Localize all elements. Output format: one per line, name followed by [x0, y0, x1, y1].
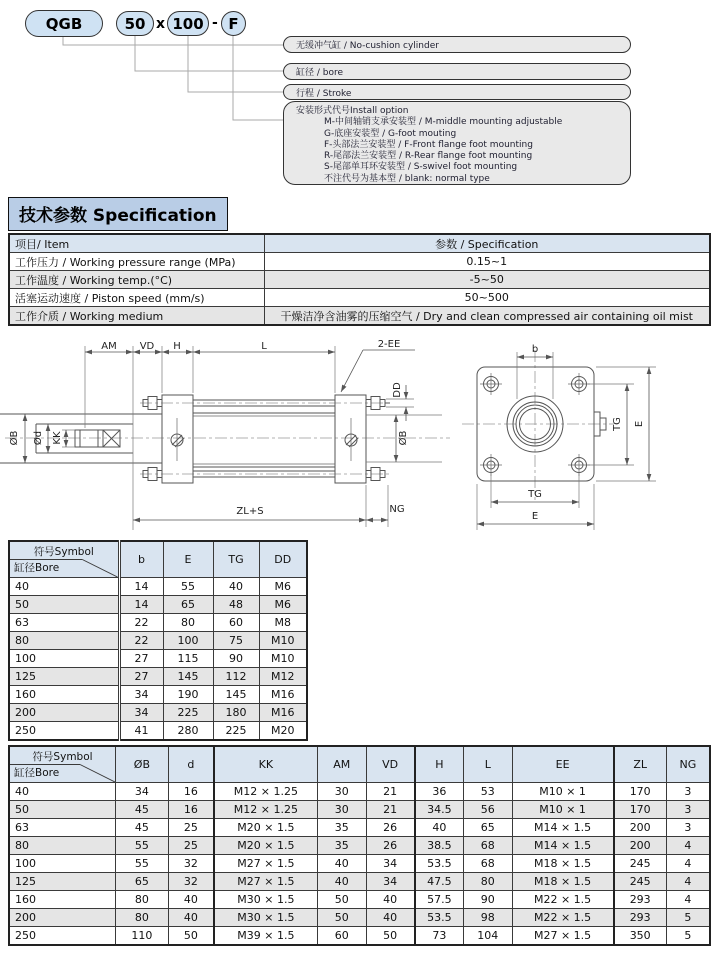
dim-label-tg-bottom: TG — [528, 489, 542, 500]
table-row — [9, 855, 710, 873]
value-cell: -5~50 — [264, 271, 710, 289]
value-cell: 80 — [116, 891, 169, 909]
value-cell: M16 — [259, 704, 307, 722]
value-cell: 75 — [213, 632, 259, 650]
value-cell: 90 — [213, 650, 259, 668]
dim-label-am: AM — [101, 341, 117, 352]
value-cell: M12 — [259, 668, 307, 686]
value-cell: M14 × 1.5 — [512, 837, 613, 855]
table-row — [9, 307, 710, 326]
value-cell: 65 — [463, 819, 512, 837]
value-cell: 115 — [163, 650, 213, 668]
corner-header-cell — [9, 541, 119, 578]
value-cell: M14 × 1.5 — [512, 819, 613, 837]
value-cell: 48 — [213, 596, 259, 614]
value-cell: 200 — [614, 819, 667, 837]
bore-cell: 100 — [9, 650, 119, 668]
value-cell: M6 — [259, 596, 307, 614]
value-cell: 110 — [116, 927, 169, 946]
bore-cell: 125 — [9, 668, 119, 686]
value-cell: 90 — [463, 891, 512, 909]
value-cell: 14 — [119, 596, 163, 614]
dash-separator: - — [212, 15, 218, 31]
main-dimension-table — [8, 745, 711, 946]
value-cell: 3 — [666, 819, 710, 837]
value-cell: 45 — [116, 819, 169, 837]
column-header: d — [168, 746, 214, 783]
value-cell: 4 — [666, 837, 710, 855]
value-cell: M30 × 1.5 — [214, 909, 317, 927]
table-row — [9, 873, 710, 891]
bore-cell: 40 — [9, 783, 116, 801]
value-cell: 68 — [463, 837, 512, 855]
value-cell: M22 × 1.5 — [512, 891, 613, 909]
bore-cell: 80 — [9, 837, 116, 855]
column-header: L — [463, 746, 512, 783]
bore-cell: 250 — [9, 722, 119, 741]
bore-cell: 40 — [9, 578, 119, 596]
table-row — [9, 783, 710, 801]
install-option: M-中间轴销支承安装型 / M-middle mounting adjustable — [324, 117, 563, 128]
model-option-pill: F — [221, 11, 246, 36]
value-cell: 25 — [168, 837, 214, 855]
table-row — [9, 668, 307, 686]
value-cell: 21 — [366, 783, 415, 801]
flange-dimension-table — [8, 540, 308, 741]
value-cell: 32 — [168, 873, 214, 891]
column-header: NG — [666, 746, 710, 783]
value-cell: 73 — [415, 927, 464, 946]
value-cell: M27 × 1.5 — [214, 873, 317, 891]
value-cell: 21 — [366, 801, 415, 819]
value-cell: M20 × 1.5 — [214, 819, 317, 837]
value-cell: 293 — [614, 891, 667, 909]
dim-label-ob-left: ØB — [9, 430, 20, 446]
dim-label-h: H — [173, 341, 181, 352]
install-option: G-底座安装型 / G-foot mouting — [324, 128, 457, 139]
bore-cell: 100 — [9, 855, 116, 873]
install-option: 不注代号为基本型 / blank: normal type — [324, 173, 490, 184]
table-row — [9, 722, 307, 741]
table-row — [9, 614, 307, 632]
value-cell: 22 — [119, 632, 163, 650]
spec-item-header: 项目/ Item — [9, 234, 264, 253]
value-cell: 16 — [168, 783, 214, 801]
value-cell: 26 — [366, 837, 415, 855]
value-cell: 4 — [666, 891, 710, 909]
value-cell: M10 — [259, 650, 307, 668]
bore-cell: 63 — [9, 614, 119, 632]
spec-item-cell: 工作介质 / Working medium — [9, 307, 264, 326]
table-row — [9, 632, 307, 650]
dim-label-e-right: E — [634, 420, 645, 428]
value-cell: 245 — [614, 873, 667, 891]
value-cell: 100 — [163, 632, 213, 650]
table-row — [9, 891, 710, 909]
value-cell: 4 — [666, 855, 710, 873]
value-cell: 45 — [116, 801, 169, 819]
dim-label-od: Ød — [33, 430, 44, 446]
dim-label-l: L — [261, 341, 267, 352]
column-header: ZL — [614, 746, 667, 783]
value-cell: 145 — [163, 668, 213, 686]
value-cell: 280 — [163, 722, 213, 741]
table-row — [9, 927, 710, 946]
value-cell: 30 — [317, 801, 366, 819]
table-row — [9, 801, 710, 819]
value-cell: 25 — [168, 819, 214, 837]
value-cell: M18 × 1.5 — [512, 873, 613, 891]
value-cell: 0.15~1 — [264, 253, 710, 271]
table-row — [9, 578, 307, 596]
value-cell: 22 — [119, 614, 163, 632]
table-row — [9, 271, 710, 289]
spec-item-cell: 活塞运动速度 / Piston speed (mm/s) — [9, 289, 264, 307]
value-cell: M30 × 1.5 — [214, 891, 317, 909]
value-cell: 40 — [366, 891, 415, 909]
value-cell: 4 — [666, 873, 710, 891]
value-cell: 26 — [366, 819, 415, 837]
install-option: F-头部法兰安装型 / F-Front flange foot mounting — [324, 139, 533, 150]
value-cell: M20 — [259, 722, 307, 741]
value-cell: M18 × 1.5 — [512, 855, 613, 873]
value-cell: 170 — [614, 783, 667, 801]
value-cell: 34 — [366, 873, 415, 891]
page-title: 技术参数 Specification — [8, 197, 228, 231]
value-cell: 3 — [666, 801, 710, 819]
value-cell: 180 — [213, 704, 259, 722]
table-header-row — [9, 234, 710, 253]
times-separator: x — [156, 16, 166, 32]
value-cell: M12 × 1.25 — [214, 783, 317, 801]
value-cell: 35 — [317, 819, 366, 837]
value-cell: 53 — [463, 783, 512, 801]
corner-header-cell — [9, 746, 116, 783]
value-cell: 30 — [317, 783, 366, 801]
table-row — [9, 596, 307, 614]
callout-no-cushion: 无缓冲气缸 / No-cushion cylinder — [283, 36, 631, 53]
value-cell: 27 — [119, 668, 163, 686]
dim-label-kk: KK — [52, 431, 63, 445]
value-cell: M39 × 1.5 — [214, 927, 317, 946]
value-cell: 50 — [317, 909, 366, 927]
callout-bore: 缸径 / bore — [283, 63, 631, 80]
dim-label-ng: NG — [389, 504, 405, 515]
value-cell: 34 — [116, 783, 169, 801]
bore-cell: 200 — [9, 704, 119, 722]
table-row — [9, 819, 710, 837]
value-cell: 34.5 — [415, 801, 464, 819]
value-cell: M10 — [259, 632, 307, 650]
bore-cell: 50 — [9, 801, 116, 819]
column-header: E — [163, 541, 213, 578]
corner-bore-label: 缸径Bore — [14, 562, 60, 574]
value-cell: 27 — [119, 650, 163, 668]
value-cell: 40 — [213, 578, 259, 596]
table-header-row — [9, 746, 710, 783]
column-header: TG — [213, 541, 259, 578]
callout-stroke: 行程 / Stroke — [283, 84, 631, 100]
table-row — [9, 289, 710, 307]
dim-label-b: b — [531, 344, 539, 355]
column-header: ØB — [116, 746, 169, 783]
value-cell: 40 — [317, 855, 366, 873]
value-cell: M12 × 1.25 — [214, 801, 317, 819]
value-cell: 60 — [317, 927, 366, 946]
value-cell: 170 — [614, 801, 667, 819]
value-cell: 40 — [366, 909, 415, 927]
table-row — [9, 686, 307, 704]
bore-cell: 250 — [9, 927, 116, 946]
value-cell: 104 — [463, 927, 512, 946]
value-cell: M10 × 1 — [512, 783, 613, 801]
dim-label-tg-right: TG — [612, 417, 623, 431]
bore-cell: 63 — [9, 819, 116, 837]
value-cell: M22 × 1.5 — [512, 909, 613, 927]
table-row — [9, 704, 307, 722]
value-cell: 80 — [463, 873, 512, 891]
value-cell: M8 — [259, 614, 307, 632]
column-header: EE — [512, 746, 613, 783]
value-cell: 245 — [614, 855, 667, 873]
value-cell: 50~500 — [264, 289, 710, 307]
model-series-pill: QGB — [25, 10, 103, 37]
dim-label-e-bottom: E — [531, 511, 539, 522]
table-row — [9, 837, 710, 855]
value-cell: 34 — [119, 704, 163, 722]
callout-install-options — [283, 101, 631, 185]
value-cell: 3 — [666, 783, 710, 801]
value-cell: 40 — [168, 891, 214, 909]
value-cell: 55 — [116, 855, 169, 873]
corner-symbol-label: 符号Symbol — [33, 546, 94, 558]
value-cell: 34 — [366, 855, 415, 873]
value-cell: 65 — [163, 596, 213, 614]
value-cell: 41 — [119, 722, 163, 741]
value-cell: M6 — [259, 578, 307, 596]
install-options-title: 安装形式代号Install option — [296, 106, 409, 116]
value-cell: 190 — [163, 686, 213, 704]
model-stroke-pill: 100 — [167, 11, 209, 36]
value-cell: 225 — [163, 704, 213, 722]
column-header: DD — [259, 541, 307, 578]
value-cell: 50 — [168, 927, 214, 946]
dim-label-dd: DD — [392, 382, 403, 398]
install-option: R-尾部法兰安装型 / R-Rear flange foot mounting — [324, 151, 533, 162]
value-cell: 47.5 — [415, 873, 464, 891]
spec-value-header: 参数 / Specification — [264, 234, 710, 253]
value-cell: 50 — [317, 891, 366, 909]
value-cell: 36 — [415, 783, 464, 801]
bore-cell: 160 — [9, 891, 116, 909]
value-cell: 34 — [119, 686, 163, 704]
value-cell: 225 — [213, 722, 259, 741]
value-cell: 53.5 — [415, 855, 464, 873]
column-header: VD — [366, 746, 415, 783]
value-cell: 57.5 — [415, 891, 464, 909]
model-bore-pill: 50 — [116, 11, 154, 36]
value-cell: 200 — [614, 837, 667, 855]
value-cell: M16 — [259, 686, 307, 704]
technical-drawing — [0, 335, 719, 535]
value-cell: M20 × 1.5 — [214, 837, 317, 855]
value-cell: 80 — [116, 909, 169, 927]
value-cell: 68 — [463, 855, 512, 873]
bore-cell: 200 — [9, 909, 116, 927]
value-cell: 32 — [168, 855, 214, 873]
value-cell: 40 — [168, 909, 214, 927]
value-cell: M10 × 1 — [512, 801, 613, 819]
value-cell: 40 — [415, 819, 464, 837]
bore-cell: 125 — [9, 873, 116, 891]
column-header: H — [415, 746, 464, 783]
bore-cell: 50 — [9, 596, 119, 614]
value-cell: M27 × 1.5 — [214, 855, 317, 873]
value-cell: 40 — [317, 873, 366, 891]
corner-bore-label: 缸径Bore — [14, 767, 60, 779]
value-cell: 293 — [614, 909, 667, 927]
value-cell: 56 — [463, 801, 512, 819]
spec-item-cell: 工作压力 / Working pressure range (MPa) — [9, 253, 264, 271]
value-cell: 145 — [213, 686, 259, 704]
dim-label-2ee: 2-EE — [377, 339, 401, 350]
table-header-row — [9, 541, 307, 578]
corner-symbol-label: 符号Symbol — [32, 751, 93, 763]
value-cell: 5 — [666, 927, 710, 946]
column-header: b — [119, 541, 163, 578]
spec-item-cell: 工作温度 / Working temp.(°C) — [9, 271, 264, 289]
install-option: S-尾部单耳环安装型 / S-swivel foot mounting — [324, 162, 518, 173]
value-cell: 60 — [213, 614, 259, 632]
value-cell: 50 — [366, 927, 415, 946]
dim-label-ob-right: ØB — [398, 430, 409, 446]
dim-label-vd: VD — [139, 341, 155, 352]
bore-cell: 80 — [9, 632, 119, 650]
value-cell: 38.5 — [415, 837, 464, 855]
value-cell: 112 — [213, 668, 259, 686]
bore-cell: 160 — [9, 686, 119, 704]
value-cell: 65 — [116, 873, 169, 891]
value-cell: 14 — [119, 578, 163, 596]
value-cell: 80 — [163, 614, 213, 632]
value-cell: 16 — [168, 801, 214, 819]
value-cell: M27 × 1.5 — [512, 927, 613, 946]
table-row — [9, 253, 710, 271]
dim-label-zls: ZL+S — [236, 506, 264, 517]
value-cell: 55 — [163, 578, 213, 596]
value-cell: 53.5 — [415, 909, 464, 927]
table-row — [9, 909, 710, 927]
value-cell: 5 — [666, 909, 710, 927]
specification-table — [8, 233, 711, 326]
table-row — [9, 650, 307, 668]
value-cell: 98 — [463, 909, 512, 927]
value-cell: 350 — [614, 927, 667, 946]
column-header: AM — [317, 746, 366, 783]
value-cell: 干燥洁净含油雾的压缩空气 / Dry and clean compressed air containing oil mist — [264, 307, 710, 326]
column-header: KK — [214, 746, 317, 783]
value-cell: 55 — [116, 837, 169, 855]
value-cell: 35 — [317, 837, 366, 855]
